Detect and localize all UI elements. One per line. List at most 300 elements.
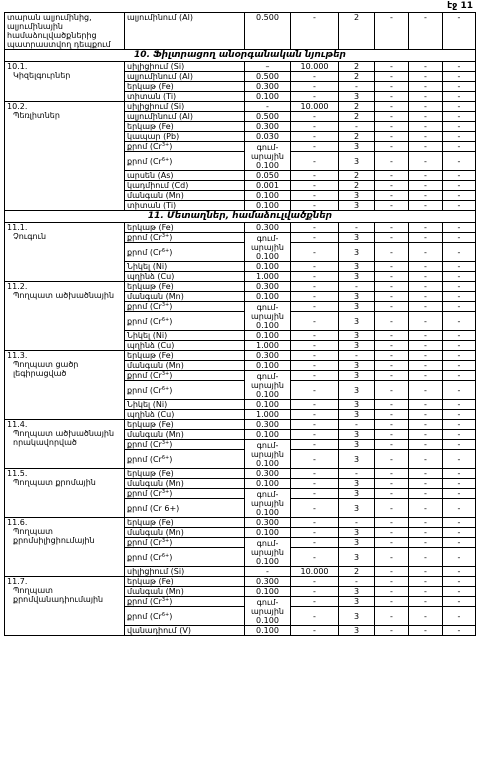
- limit-value-2-cell: -: [291, 440, 339, 450]
- hazard-class-cell: -: [339, 420, 375, 430]
- limit-value-2-cell: -: [291, 302, 339, 312]
- limit-value-cell: 0.050: [245, 171, 291, 181]
- col6-cell: -: [409, 420, 443, 430]
- product-name: տարան ալյումինից, ալյումինային համաձուլվածքներից պատրաստվող դեպքում: [7, 13, 111, 49]
- col5-cell: -: [375, 331, 409, 341]
- element-cell: տիտան (Ti): [125, 92, 245, 102]
- limit-value-2-cell: -: [291, 233, 339, 243]
- element-cell: քրոմ $(Cr^{6+})$: [125, 243, 245, 262]
- product-code: 11.1.: [7, 223, 28, 232]
- col7-cell: -: [443, 577, 476, 587]
- limit-value-2-cell: -: [291, 607, 339, 626]
- col6-cell: -: [409, 201, 443, 211]
- col6-cell: -: [409, 142, 443, 152]
- limit-value-cell: 0.001: [245, 181, 291, 191]
- hazard-class-cell: 3: [339, 292, 375, 302]
- element-cell: երկաթ (Fe): [125, 282, 245, 292]
- limit-value-cell: 1.000: [245, 272, 291, 282]
- limit-value-cell: 0.100: [245, 528, 291, 538]
- element-cell: քրոմ $(Cr^{3+})$: [125, 371, 245, 381]
- chrome-limit-cell: գում- արային 0.100: [245, 597, 291, 626]
- limit-value-2-cell: -: [291, 420, 339, 430]
- col7-cell: -: [443, 371, 476, 381]
- hazard-class-cell: 3: [339, 381, 375, 400]
- hazard-class-cell: 3: [339, 152, 375, 171]
- product-code: 10.1.: [7, 62, 28, 71]
- hazard-class-cell: 3: [339, 548, 375, 567]
- limit-value-cell: 0.300: [245, 420, 291, 430]
- col6-cell: -: [409, 282, 443, 292]
- element-cell: Նիկել (Ni): [125, 262, 245, 272]
- col7-cell: -: [443, 469, 476, 479]
- col6-cell: -: [409, 351, 443, 361]
- element-cell: երկաթ (Fe): [125, 223, 245, 233]
- product-name-cell: [5, 62, 125, 102]
- hazard-class-cell: 2: [339, 132, 375, 142]
- limit-value-2-cell: -: [291, 282, 339, 292]
- col7-cell: -: [443, 538, 476, 548]
- col7-cell: -: [443, 142, 476, 152]
- col6-cell: -: [409, 262, 443, 272]
- col5-cell: -: [375, 142, 409, 152]
- hazard-class-cell: 3: [339, 341, 375, 351]
- table-row: [5, 577, 476, 587]
- table-row: [5, 62, 476, 72]
- element-cell: երկաթ (Fe): [125, 469, 245, 479]
- element-cell: մանգան (Mn): [125, 292, 245, 302]
- col6-cell: -: [409, 233, 443, 243]
- col6-cell: -: [409, 607, 443, 626]
- element-cell: քրոմ (Cr 6+): [125, 499, 245, 518]
- col5-cell: -: [375, 371, 409, 381]
- col6-cell: -: [409, 587, 443, 597]
- chrome-limit-cell: գում- արային 0.100: [245, 371, 291, 400]
- element-cell: Նիկել (Ni): [125, 400, 245, 410]
- limit-value-2-cell: -: [291, 361, 339, 371]
- col5-cell: -: [375, 272, 409, 282]
- element-cell: ալյումինում (Al): [125, 72, 245, 82]
- limit-value-2-cell: -: [291, 469, 339, 479]
- hazard-class-cell: 3: [339, 479, 375, 489]
- col5-cell: -: [375, 181, 409, 191]
- col6-cell: -: [409, 223, 443, 233]
- limit-value-2-cell: -: [291, 518, 339, 528]
- col7-cell: -: [443, 92, 476, 102]
- col5-cell: -: [375, 112, 409, 122]
- col7-cell: -: [443, 597, 476, 607]
- chrome-limit-cell: գում- արային 0.100: [245, 440, 291, 469]
- limit-value-2-cell: -: [291, 430, 339, 440]
- chrome-limit-cell: գում- արային 0.100: [245, 489, 291, 518]
- limit-value-2-cell: 10.000: [291, 62, 339, 72]
- hazard-class-cell: 2: [339, 171, 375, 181]
- element-cell: արսեն (As): [125, 171, 245, 181]
- product-name: Պողպատ քրոմսիլիցիումային: [13, 527, 95, 545]
- element-cell: երկաթ (Fe): [125, 577, 245, 587]
- limit-value-cell: 0.300: [245, 282, 291, 292]
- product-name-cell: [5, 223, 125, 282]
- col7-cell: -: [443, 122, 476, 132]
- limit-value-2-cell: -: [291, 499, 339, 518]
- col7-cell: -: [443, 626, 476, 636]
- hazard-class-cell: 3: [339, 191, 375, 201]
- col6-cell: -: [409, 440, 443, 450]
- limit-value-cell: 1.000: [245, 341, 291, 351]
- col5-cell: -: [375, 341, 409, 351]
- element-cell: քրոմ $(Cr^{6+})$: [125, 152, 245, 171]
- hazard-class-cell: -: [339, 469, 375, 479]
- table-row: [5, 13, 476, 50]
- limit-value-2-cell: -: [291, 410, 339, 420]
- limit-value-2-cell: -: [291, 191, 339, 201]
- hazard-class-cell: 2: [339, 181, 375, 191]
- limit-value-cell: 0.100: [245, 191, 291, 201]
- table-row: [5, 518, 476, 528]
- col6-cell: -: [409, 13, 443, 50]
- page-number: էջ 11: [447, 1, 473, 11]
- product-name-cell: [5, 577, 125, 636]
- col7-cell: -: [443, 400, 476, 410]
- element-cell: պղինձ (Cu): [125, 272, 245, 282]
- limit-value-2-cell: -: [291, 597, 339, 607]
- col6-cell: -: [409, 567, 443, 577]
- table-row: [5, 223, 476, 233]
- limit-value-2-cell: -: [291, 331, 339, 341]
- limit-value-2-cell: -: [291, 72, 339, 82]
- col7-cell: -: [443, 272, 476, 282]
- col7-cell: -: [443, 587, 476, 597]
- element-cell: սիլիցիում (Si): [125, 102, 245, 112]
- col5-cell: -: [375, 577, 409, 587]
- limit-value-cell: 1.000: [245, 410, 291, 420]
- col7-cell: -: [443, 152, 476, 171]
- product-name-cell: [5, 13, 125, 50]
- section-title: 11. Մետաղներ, համաձուլվածքներ: [5, 211, 476, 223]
- col6-cell: -: [409, 82, 443, 92]
- hazard-class-cell: -: [339, 518, 375, 528]
- col5-cell: -: [375, 607, 409, 626]
- col7-cell: -: [443, 410, 476, 420]
- element-cell: քրոմ $(Cr^{3+})$: [125, 233, 245, 243]
- hazard-class-cell: 3: [339, 607, 375, 626]
- element-cell: պղինձ (Cu): [125, 341, 245, 351]
- col5-cell: -: [375, 410, 409, 420]
- limit-value-2-cell: -: [291, 538, 339, 548]
- element-cell: քրոմ $(Cr^{3+})$: [125, 142, 245, 152]
- col7-cell: -: [443, 112, 476, 122]
- col5-cell: -: [375, 626, 409, 636]
- col6-cell: -: [409, 243, 443, 262]
- col6-cell: -: [409, 597, 443, 607]
- limit-value-2-cell: -: [291, 142, 339, 152]
- col6-cell: -: [409, 499, 443, 518]
- col5-cell: -: [375, 479, 409, 489]
- limit-value-cell: 0.100: [245, 201, 291, 211]
- col7-cell: -: [443, 132, 476, 142]
- col5-cell: -: [375, 548, 409, 567]
- col5-cell: -: [375, 201, 409, 211]
- col6-cell: -: [409, 469, 443, 479]
- col5-cell: -: [375, 450, 409, 469]
- hazard-class-cell: 3: [339, 272, 375, 282]
- element-cell: քրոմ $(Cr^{6+})$: [125, 312, 245, 331]
- col7-cell: -: [443, 450, 476, 469]
- hazard-class-cell: 2: [339, 102, 375, 112]
- hazard-class-cell: 3: [339, 528, 375, 538]
- hazard-class-cell: 3: [339, 400, 375, 410]
- chrome-limit-cell: գում- արային 0.100: [245, 302, 291, 331]
- table-row: [5, 420, 476, 430]
- col6-cell: -: [409, 577, 443, 587]
- limit-value-2-cell: -: [291, 450, 339, 469]
- col7-cell: -: [443, 282, 476, 292]
- limit-value-2-cell: -: [291, 152, 339, 171]
- col7-cell: -: [443, 351, 476, 361]
- limit-value-cell: -: [245, 102, 291, 112]
- col5-cell: -: [375, 282, 409, 292]
- col7-cell: -: [443, 292, 476, 302]
- hazard-class-cell: 3: [339, 499, 375, 518]
- col7-cell: -: [443, 361, 476, 371]
- col5-cell: -: [375, 597, 409, 607]
- col6-cell: -: [409, 450, 443, 469]
- product-name: Պողպատ ցածր լեգիրացված: [13, 360, 79, 378]
- limit-value-2-cell: -: [291, 132, 339, 142]
- limit-value-2-cell: -: [291, 13, 339, 50]
- product-name-cell: [5, 420, 125, 469]
- element-cell: մանգան (Mn): [125, 528, 245, 538]
- col6-cell: -: [409, 430, 443, 440]
- col5-cell: -: [375, 262, 409, 272]
- limit-value-2-cell: -: [291, 479, 339, 489]
- limit-value-2-cell: -: [291, 381, 339, 400]
- limit-value-cell: 0.500: [245, 72, 291, 82]
- element-cell: սիլիցիում (Si): [125, 567, 245, 577]
- col7-cell: -: [443, 607, 476, 626]
- product-code: 11.3.: [7, 351, 28, 360]
- col7-cell: -: [443, 62, 476, 72]
- col6-cell: -: [409, 312, 443, 331]
- col7-cell: -: [443, 420, 476, 430]
- limit-value-cell: 0.100: [245, 361, 291, 371]
- col5-cell: -: [375, 62, 409, 72]
- limit-value-cell: 0.300: [245, 82, 291, 92]
- hazard-class-cell: 3: [339, 331, 375, 341]
- col5-cell: -: [375, 312, 409, 331]
- col7-cell: -: [443, 233, 476, 243]
- product-name-cell: [5, 351, 125, 420]
- col7-cell: -: [443, 72, 476, 82]
- col6-cell: -: [409, 361, 443, 371]
- table-row: [5, 469, 476, 479]
- hazard-class-cell: 3: [339, 430, 375, 440]
- hazard-class-cell: 3: [339, 233, 375, 243]
- element-cell: կադմիում (Cd): [125, 181, 245, 191]
- col5-cell: -: [375, 122, 409, 132]
- col5-cell: -: [375, 381, 409, 400]
- col7-cell: -: [443, 381, 476, 400]
- col7-cell: -: [443, 341, 476, 351]
- hazard-class-cell: 3: [339, 243, 375, 262]
- limit-value-cell: 0.100: [245, 479, 291, 489]
- product-name: Պողպատ ածխածնային որակավորված: [13, 429, 115, 447]
- col6-cell: -: [409, 626, 443, 636]
- element-cell: մանգան (Mn): [125, 191, 245, 201]
- col7-cell: -: [443, 528, 476, 538]
- element-cell: երկաթ (Fe): [125, 351, 245, 361]
- product-code: 11.7.: [7, 577, 28, 586]
- col7-cell: -: [443, 567, 476, 577]
- col7-cell: -: [443, 82, 476, 92]
- element-cell: ալյումինում (Al): [125, 13, 245, 50]
- product-code: 11.2.: [7, 282, 28, 291]
- col7-cell: -: [443, 440, 476, 450]
- col7-cell: -: [443, 331, 476, 341]
- col5-cell: -: [375, 420, 409, 430]
- col7-cell: -: [443, 312, 476, 331]
- col7-cell: -: [443, 499, 476, 518]
- limit-value-cell: 0.300: [245, 469, 291, 479]
- limit-value-cell: 0.500: [245, 13, 291, 50]
- limit-value-cell: 0.300: [245, 351, 291, 361]
- col7-cell: -: [443, 223, 476, 233]
- col6-cell: -: [409, 191, 443, 201]
- element-cell: վանադիում (V): [125, 626, 245, 636]
- hazard-class-cell: 3: [339, 489, 375, 499]
- hazard-class-cell: -: [339, 223, 375, 233]
- col7-cell: -: [443, 430, 476, 440]
- col6-cell: -: [409, 341, 443, 351]
- col5-cell: -: [375, 351, 409, 361]
- norms-table: [4, 12, 476, 636]
- table-row: [5, 282, 476, 292]
- element-cell: կապար (Pb): [125, 132, 245, 142]
- element-cell: մանգան (Mn): [125, 361, 245, 371]
- hazard-class-cell: 2: [339, 62, 375, 72]
- limit-value-2-cell: -: [291, 171, 339, 181]
- col6-cell: -: [409, 132, 443, 142]
- hazard-class-cell: 3: [339, 440, 375, 450]
- hazard-class-cell: -: [339, 577, 375, 587]
- chrome-limit-cell: գում- արային 0.100: [245, 233, 291, 262]
- limit-value-cell: -: [245, 567, 291, 577]
- col7-cell: -: [443, 243, 476, 262]
- limit-value-2-cell: -: [291, 548, 339, 567]
- col5-cell: -: [375, 440, 409, 450]
- col5-cell: -: [375, 152, 409, 171]
- limit-value-2-cell: -: [291, 292, 339, 302]
- col5-cell: -: [375, 13, 409, 50]
- col5-cell: -: [375, 430, 409, 440]
- element-cell: մանգան (Mn): [125, 479, 245, 489]
- element-cell: երկաթ (Fe): [125, 122, 245, 132]
- element-cell: երկաթ (Fe): [125, 518, 245, 528]
- hazard-class-cell: 3: [339, 142, 375, 152]
- hazard-class-cell: 3: [339, 450, 375, 469]
- limit-value-2-cell: -: [291, 112, 339, 122]
- limit-value-2-cell: -: [291, 587, 339, 597]
- product-name: Պեռլիտներ: [13, 111, 60, 120]
- col6-cell: -: [409, 302, 443, 312]
- col5-cell: -: [375, 191, 409, 201]
- element-cell: քրոմ $(Cr^{6+})$: [125, 381, 245, 400]
- col7-cell: -: [443, 518, 476, 528]
- limit-value-cell: –: [245, 62, 291, 72]
- section-heading-row: [5, 211, 476, 223]
- col6-cell: -: [409, 92, 443, 102]
- element-cell: պղինձ (Cu): [125, 410, 245, 420]
- col6-cell: -: [409, 381, 443, 400]
- product-name-cell: [5, 282, 125, 351]
- element-cell: տիտան (Ti): [125, 201, 245, 211]
- element-cell: քրոմ $(Cr^{6+})$: [125, 607, 245, 626]
- table-row: [5, 102, 476, 112]
- col7-cell: -: [443, 489, 476, 499]
- limit-value-cell: 0.100: [245, 587, 291, 597]
- hazard-class-cell: -: [339, 282, 375, 292]
- col5-cell: -: [375, 400, 409, 410]
- col5-cell: -: [375, 302, 409, 312]
- element-cell: մանգան (Mn): [125, 587, 245, 597]
- limit-value-cell: 0.030: [245, 132, 291, 142]
- col7-cell: -: [443, 548, 476, 567]
- col5-cell: -: [375, 469, 409, 479]
- limit-value-2-cell: -: [291, 489, 339, 499]
- section-title: 10. Ֆիլտրացող անօրգանական նյութեր: [5, 50, 476, 62]
- col5-cell: -: [375, 233, 409, 243]
- product-name: Չուգուն: [13, 232, 47, 241]
- col7-cell: -: [443, 13, 476, 50]
- hazard-class-cell: 3: [339, 92, 375, 102]
- limit-value-2-cell: -: [291, 577, 339, 587]
- col6-cell: -: [409, 272, 443, 282]
- limit-value-2-cell: -: [291, 92, 339, 102]
- hazard-class-cell: 2: [339, 72, 375, 82]
- col5-cell: -: [375, 223, 409, 233]
- limit-value-2-cell: -: [291, 262, 339, 272]
- col5-cell: -: [375, 292, 409, 302]
- col6-cell: -: [409, 538, 443, 548]
- col6-cell: -: [409, 518, 443, 528]
- limit-value-2-cell: -: [291, 341, 339, 351]
- col6-cell: -: [409, 102, 443, 112]
- col6-cell: -: [409, 171, 443, 181]
- col5-cell: -: [375, 489, 409, 499]
- product-code: 10.2.: [7, 102, 28, 111]
- element-cell: քրոմ $(Cr^{6+})$: [125, 450, 245, 469]
- limit-value-cell: 0.100: [245, 292, 291, 302]
- product-code: 11.5.: [7, 469, 28, 478]
- hazard-class-cell: 3: [339, 410, 375, 420]
- element-cell: քրոմ $(Cr^{6+})$: [125, 548, 245, 567]
- hazard-class-cell: 3: [339, 597, 375, 607]
- col6-cell: -: [409, 489, 443, 499]
- hazard-class-cell: 2: [339, 13, 375, 50]
- col6-cell: -: [409, 152, 443, 171]
- limit-value-2-cell: -: [291, 181, 339, 191]
- product-name: Պողպատ քրոմվանադիումային: [13, 586, 104, 604]
- col7-cell: -: [443, 171, 476, 181]
- hazard-class-cell: 3: [339, 587, 375, 597]
- limit-value-cell: 0.300: [245, 223, 291, 233]
- product-name: Պողպատ քրոմային: [13, 478, 96, 487]
- limit-value-cell: 0.100: [245, 262, 291, 272]
- col5-cell: -: [375, 132, 409, 142]
- col6-cell: -: [409, 548, 443, 567]
- col7-cell: -: [443, 181, 476, 191]
- limit-value-cell: 0.500: [245, 112, 291, 122]
- hazard-class-cell: -: [339, 351, 375, 361]
